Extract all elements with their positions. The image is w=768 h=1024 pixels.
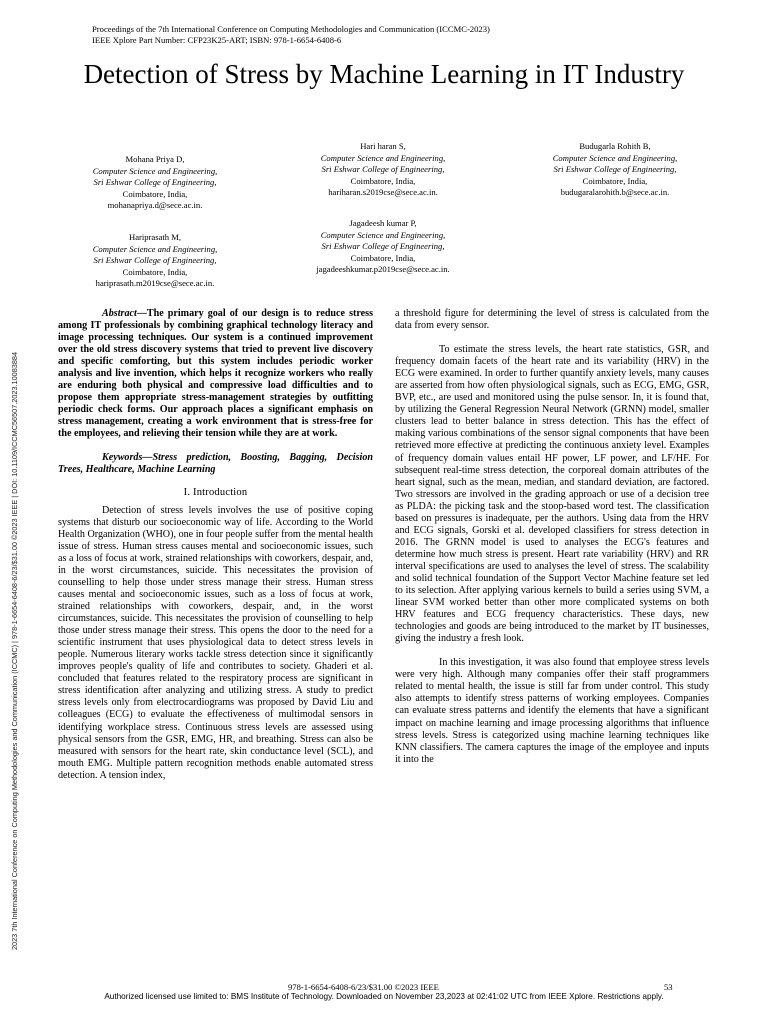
abstract (58, 308, 373, 441)
right-column (395, 308, 709, 766)
author-email: hariprasath.m2019cse@sece.ac.in. (95, 278, 215, 289)
body-paragraph: To estimate the stress levels, the heart rate statistics, GSR, and frequency domain facets of the heart rate and its variability (HRV) in the ECG were examined. In order to further quantify anxiety levels, many causes are asserted from how often physiological signals, such as ECG, EMG, GSR, BVP, etc., are used and monitored using the pulse sensor. In, it is found that, by utilizing the General Regression Neural Network (GRNN) model, smaller clusters lead to better balance in stress detection. This has the effect of making various combinations of the sensor signal components that have been retrieved more effective at predicting the continuous anxiety level. Examples of frequency domain values entail HF power, LF power, and LF/HF. For subsequent real-time stress detection, the corporeal domain attributes of the heart signal, such as the mean, median, and standard deviation, are factored. Two stressors are involved in the grading approach or use of a decision tree as PLDA: the picking task and the stoop-based word test. The classification based on pressures is inadequate, per the authors. Using data from the HRV and ECG signals, Gorski et al. developed classifiers for stress detection in 2016. The GRNN model is used to analyses the ECG's features and determine how much stress is present. Heart rate variability (HRV) and RR interval specifications are used to analyses the level of stress. The scalability and solid technical foundation of the Support Vector Machine feature set led to its selection. After applying various kernels to build a series using SVM, a linear SVM worked better than other more complicated systems on both HRV features and ECG frequency characteristics. These days, new technologies and goods are being introduced to the market by IT businesses, giving the industry a fresh look. (395, 344, 709, 645)
author-city: Coimbatore, India, (122, 266, 188, 277)
doi-sidebar: 2023 7th International Conference on Computing Methodologies and Communication (ICCMC) | 978-1-6654-6408-6/23/$31.00 ©2023 IEEE | DOI: 10.1109/ICCMC56507.2023.10083884 (10, 351, 19, 950)
page-number: 53 (664, 982, 673, 992)
author-college: Sri Eshwar College of Engineering, (321, 164, 445, 175)
body-paragraph: In this investigation, it was also found that employee stress levels were very high. Although many companies offer their staff programmers related to mental health, the issue is still far from under control. This study also attempts to identify stress patterns of working employees. Companies can evaluate stress patterns and identify the elements that have a significant impact on machine learning and image processing algorithms that influence stress levels. Stress is categorized using machine learning techniques like KNN classifiers. The camera captures the image of the employee and inputs it into the (395, 657, 709, 765)
author-college: Sri Eshwar College of Engineering, (321, 241, 445, 252)
conference-header (92, 24, 712, 46)
author-dept: Computer Science and Engineering, (92, 165, 218, 176)
footer-isbn: 978-1-6654-6408-6/23/$31.00 ©2023 IEEE (288, 982, 439, 992)
body-paragraph: a threshold figure for determining the level of stress is calculated from the data from every sensor. (395, 308, 709, 332)
section-heading: I. Introduction (183, 486, 248, 498)
author-name: Mohana Priya D, (125, 154, 185, 164)
author-block (268, 218, 498, 276)
author-block (40, 232, 270, 290)
proceedings-line: Proceedings of the 7th International Conference on Computing Methodologies and Communication (ICCMC-2023) (92, 24, 490, 34)
author-name: Hari haran S, (360, 141, 406, 151)
author-dept: Computer Science and Engineering, (92, 243, 218, 254)
abstract-lead: Abstract (102, 308, 137, 319)
license-notice: Authorized licensed use limited to: BMS Institute of Technology. Downloaded on November 23,2023 at 02:41:02 UTC from IEEE Xplore. Restrictions apply. (104, 992, 664, 1001)
abstract-text: —The primary goal of our design is to reduce stress among IT professionals by combining graphical technology literacy and image processing techniques. Our system is a continued improvement over the old stress discovery systems that tried to prevent live discovery and specific comforting, but this system includes periodic worker analysis and live invention, which helps it recognize workers who really are enduring both physical and compressive load difficulties and to propose them appropriate stress-management strategies by outfitting periodic check forms. Our approach places a significant emphasis on stress management, creating a work environment that is stress-free for the employees, and relieving their tension while they are at work. (58, 308, 373, 440)
left-column (58, 308, 373, 782)
keywords (58, 452, 373, 476)
author-city: Coimbatore, India, (122, 188, 188, 199)
author-block (40, 154, 270, 212)
author-dept: Computer Science and Engineering, (320, 229, 446, 240)
author-email: hariharan.s2019cse@sece.ac.in. (328, 187, 438, 198)
author-name: Budugarla Rohith B, (579, 141, 651, 151)
author-email: mohanapriya.d@sece.ac.in. (107, 200, 203, 211)
author-block (500, 141, 730, 199)
author-city: Coimbatore, India, (350, 252, 416, 263)
author-dept: Computer Science and Engineering, (320, 152, 446, 163)
keywords-lead: Keywords (102, 451, 143, 463)
author-email: jagadeeshkumar.p2019cse@sece.ac.in. (316, 264, 450, 275)
author-college: Sri Eshwar College of Engineering, (93, 177, 217, 188)
author-dept: Computer Science and Engineering, (552, 152, 678, 163)
author-email: budugaralarohith.b@sece.ac.in. (560, 187, 670, 198)
keywords-text: —Stress prediction, Boosting, Bagging, Decision Trees, Healthcare, Machine Learning (58, 451, 373, 475)
author-city: Coimbatore, India, (582, 175, 648, 186)
author-college: Sri Eshwar College of Engineering, (93, 255, 217, 266)
author-college: Sri Eshwar College of Engineering, (553, 164, 677, 175)
author-block (268, 141, 498, 199)
author-city: Coimbatore, India, (350, 175, 416, 186)
author-name: Hariprasath M, (128, 232, 182, 242)
author-name: Jagadeesh kumar P, (349, 218, 417, 228)
body-paragraph: Detection of stress levels involves the use of positive coping systems that disturb our socioeconomic way of life. According to the World Health Organization (WHO), one in four people suffer from the mental health issue of stress. Human stress causes mental and socioeconomic issues, such as a loss of focus at work, strained relationships with coworkers, despair, and, in the worst circumstances, suicide. This necessitates the provision of counselling to help those under stress manage their stress. Human stress causes mental and socioeconomic issues, such as a loss of focus at work, strained relationships with coworkers, despair, and, in the worst circumstances, suicide. This necessitates the provision of counselling to help those under stress manage their stress. This opens the door to the need for a scientific instrument that uses physiological data to detect stress levels in people. Numerous literary works tackle stress detection since it significantly improves people's quality of life and contributes to society. Ghaderi et al. concluded that features related to the respiratory process are significant in stress identification after analyzing and utilizing stress. A study to predict stress levels only from electrocardiograms was proposed by David Liu and colleagues (ECG) to evaluate the effectiveness of multimodal sensors in identifying workplace stress. Continuous stress levels are assessed using physical sensors from the GSR, EMG, HR, and breathing. Stress can also be measured with sensors for the heart rate, skin conductance level (SCL), and mouth EMG. Multiple pattern recognition methods enable automated stress detection. A tension index, (58, 504, 373, 781)
paper-title: Detection of Stress by Machine Learning in IT Industry (83, 59, 685, 89)
xplore-line: IEEE Xplore Part Number: CFP23K25-ART; ISBN: 978-1-6654-6408-6 (92, 35, 342, 45)
